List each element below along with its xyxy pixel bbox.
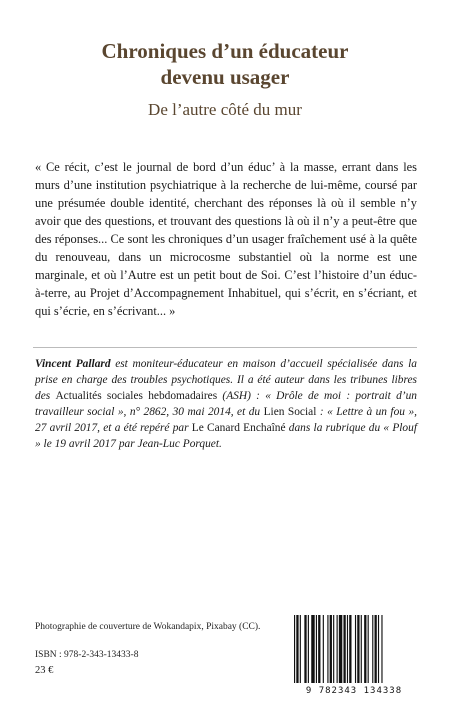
bio-text-4: dans la rubrique du « Plouf » le 19 avril 2017 par Jean-Luc Porquet. [35,422,417,450]
barcode-bar [339,615,342,683]
barcode-bar [304,615,306,683]
barcode-bar [294,615,295,683]
divider-line [33,347,417,348]
barcode-bar [375,615,377,683]
barcode-bar [368,615,369,683]
publication-ash: Actualités sociales hebdomadaires [55,390,218,402]
barcode-bar [333,615,334,683]
barcode-bar [296,615,298,683]
barcode-bar [327,615,328,683]
barcode-bar [337,615,338,683]
barcode-bar [355,615,356,683]
photo-credit: Photographie de couverture de Wokandapix, Pixabay (CC). [35,622,261,632]
title-line-2: devenu usager [160,65,290,89]
author-name: Vincent Pallard [35,358,111,370]
barcode-bar [300,615,301,683]
bio-text-2: (ASH) : « Drôle de moi : portrait d’un travailleur social », n° 2862, 30 mai 2014, et du [35,390,417,418]
barcode-bar [308,615,309,683]
book-subtitle: De l’autre côté du mur [148,100,302,119]
barcode-bar [349,615,351,683]
barcode-bar [381,615,382,683]
bio-text-3: : « Lettre à un fou », 27 avril 2017, et a été repéré par [35,406,417,434]
barcode-bar [311,615,314,683]
barcode-bar [323,615,324,683]
publication-canard: Le Canard Enchaîné [191,422,286,434]
barcode-number: 9 782343 134338 [305,686,403,696]
barcode-bar [343,615,345,683]
barcode-bar [378,615,379,683]
title-line-1: Chroniques d’un éducateur [101,39,349,63]
blurb-quote: « Ce récit, c’est le journal de bord d’un éduc’ à la masse, errant dans les murs d’une institution psychiatrique à la recherche de lui-même, coursé par une présumée double identité, cherchant des réponses là où il semble n’y avoir que des questions, et trouvant des questions là où il n’y a peut-être que des réponses... Ce sont les chroniques d’un usager fraîchement usé à la quête du renouveau, dans un microcosme substantiel où la norme est une marginale, et où l’Autre est un petit bout de Soi. C’est l’histoire d’un éduc-à-terre, au Projet d’Accompagnement Inhabituel, qui s’écrit, en s’écriant, et qui s’écrie, en s’écrivant... » [35,160,417,318]
bio-text-1: est moniteur-éducateur en maison d’accueil spécialisée dans la prise en charge des troubles psychotiques. Il a été auteur dans les tribunes libres des [35,358,417,402]
barcode-bar [318,615,320,683]
isbn: ISBN : 978-2-343-13433-8 [35,650,139,660]
barcode-bar [316,615,317,683]
barcode-bar [372,615,373,683]
price: 23 € [35,665,54,676]
book-title [0,38,450,90]
author-bio [35,356,417,452]
barcode-image [290,615,418,687]
barcode-bar [357,615,359,683]
barcode-bar [330,615,332,683]
barcode-bar [364,615,366,683]
barcode-bar [361,615,362,683]
publication-lien-social: Lien Social [263,406,317,418]
barcode-bar [347,615,348,683]
